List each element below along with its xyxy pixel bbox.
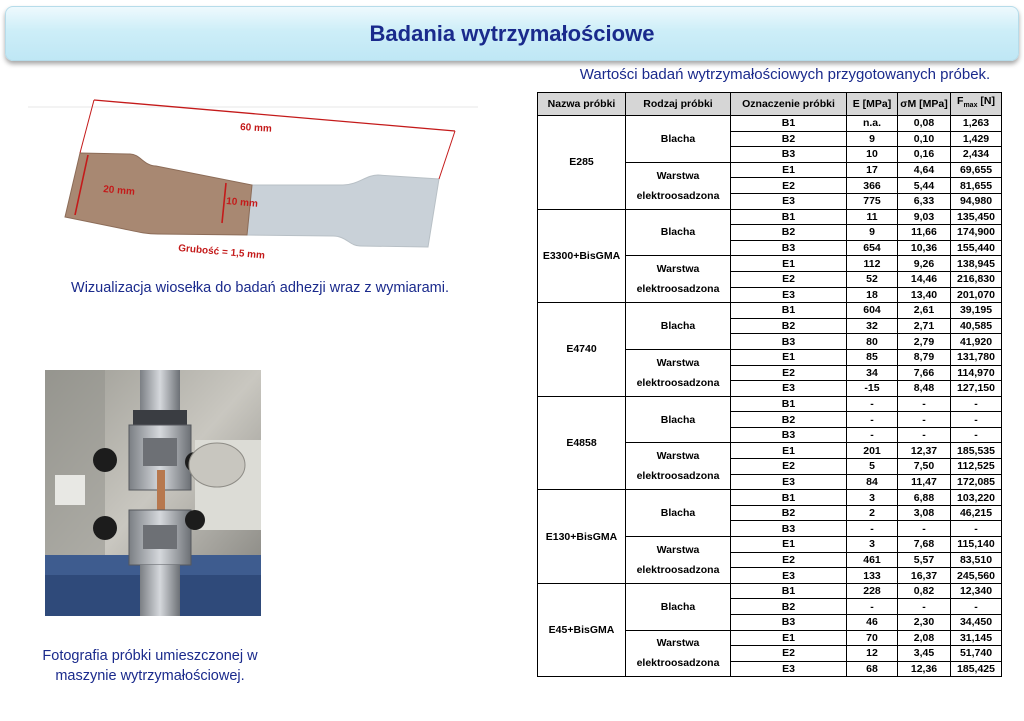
e-cell: -: [847, 412, 898, 428]
sample-name-cell: E3300+BisGMA: [538, 209, 626, 303]
e-cell: 70: [847, 630, 898, 646]
sample-name-cell: E45+BisGMA: [538, 583, 626, 677]
sigma-cell: 2,08: [898, 630, 951, 646]
code-cell: B2: [731, 599, 847, 615]
sample-type-cell: Blacha: [626, 490, 731, 537]
sample-type-line2: elektroosadzona: [636, 657, 720, 670]
code-cell: E3: [731, 381, 847, 397]
sigma-cell: 12,36: [898, 661, 951, 677]
specimen-brown-part: [65, 153, 252, 235]
fmax-cell: 51,740: [951, 646, 1002, 662]
neck-label: 10 mm: [225, 196, 259, 210]
header-e: E [MPa]: [847, 93, 898, 116]
sigma-cell: 12,37: [898, 443, 951, 459]
sigma-cell: 0,10: [898, 131, 951, 147]
sample-type-cell: Blacha: [626, 209, 731, 256]
fmax-cell: -: [951, 599, 1002, 615]
sample-name-cell: E4740: [538, 303, 626, 397]
code-cell: E2: [731, 646, 847, 662]
header-type: Rodzaj próbki: [626, 93, 731, 116]
code-cell: E3: [731, 568, 847, 584]
fmax-cell: 127,150: [951, 381, 1002, 397]
sigma-cell: 9,26: [898, 256, 951, 272]
sigma-cell: 11,66: [898, 225, 951, 241]
code-cell: B2: [731, 225, 847, 241]
sigma-cell: 3,45: [898, 646, 951, 662]
code-cell: B3: [731, 615, 847, 631]
sample-name-cell: E285: [538, 116, 626, 210]
e-cell: 3: [847, 537, 898, 553]
code-cell: E1: [731, 349, 847, 365]
code-cell: B3: [731, 147, 847, 163]
sample-type-cell: Blacha: [626, 396, 731, 443]
e-cell: 84: [847, 474, 898, 490]
sample-type-cell: Blacha: [626, 116, 731, 163]
code-cell: B2: [731, 318, 847, 334]
sigma-cell: 2,79: [898, 334, 951, 350]
code-cell: B2: [731, 412, 847, 428]
table-row: [538, 116, 1002, 132]
sigma-cell: 6,88: [898, 490, 951, 506]
fmax-cell: -: [951, 427, 1002, 443]
sigma-cell: 14,46: [898, 271, 951, 287]
code-cell: B1: [731, 209, 847, 225]
e-cell: 775: [847, 193, 898, 209]
code-cell: B1: [731, 116, 847, 132]
sigma-cell: 0,08: [898, 116, 951, 132]
sample-type-line1: Warstwa: [656, 169, 700, 182]
e-cell: -: [847, 427, 898, 443]
e-cell: 201: [847, 443, 898, 459]
sigma-cell: 11,47: [898, 474, 951, 490]
sample-type-cell: Blacha: [626, 303, 731, 350]
code-cell: B3: [731, 334, 847, 350]
fmax-cell: 12,340: [951, 583, 1002, 599]
e-cell: 10: [847, 147, 898, 163]
sample-type-cell: [626, 349, 731, 396]
code-cell: B1: [731, 583, 847, 599]
header-sigma: σM [MPa]: [898, 93, 951, 116]
fmax-cell: 185,535: [951, 443, 1002, 459]
sigma-cell: 2,30: [898, 615, 951, 631]
sigma-cell: 6,33: [898, 193, 951, 209]
fmax-cell: 41,920: [951, 334, 1002, 350]
fmax-cell: 46,215: [951, 505, 1002, 521]
e-cell: 133: [847, 568, 898, 584]
sample-type-cell: [626, 162, 731, 209]
fmax-cell: 131,780: [951, 349, 1002, 365]
fmax-cell: 216,830: [951, 271, 1002, 287]
sigma-cell: 4,64: [898, 162, 951, 178]
e-cell: 18: [847, 287, 898, 303]
specimen-drawing: [28, 95, 478, 270]
e-cell: 34: [847, 365, 898, 381]
fmax-cell: 174,900: [951, 225, 1002, 241]
sigma-cell: 9,03: [898, 209, 951, 225]
sigma-cell: -: [898, 396, 951, 412]
machine-photo: [45, 370, 261, 616]
code-cell: E3: [731, 193, 847, 209]
sigma-cell: 5,57: [898, 552, 951, 568]
table-row: [538, 490, 1002, 506]
e-cell: -: [847, 521, 898, 537]
code-cell: B3: [731, 427, 847, 443]
fmax-cell: 201,070: [951, 287, 1002, 303]
e-cell: 12: [847, 646, 898, 662]
fmax-cell: -: [951, 396, 1002, 412]
header-f-sub: max: [963, 102, 978, 110]
sample-type-line1: Warstwa: [656, 263, 700, 276]
header-fmax: [951, 93, 1002, 116]
photo-caption: Fotografia próbki umieszczonej w maszynie wytrzymałościowej.: [42, 648, 258, 684]
code-cell: E2: [731, 552, 847, 568]
fmax-cell: 1,263: [951, 116, 1002, 132]
sample-type-cell: [626, 630, 731, 677]
page-title: Badania wytrzymałościowe: [369, 20, 655, 46]
code-cell: B3: [731, 521, 847, 537]
sigma-cell: 2,61: [898, 303, 951, 319]
code-cell: E1: [731, 537, 847, 553]
sample-type-line1: Warstwa: [656, 356, 700, 369]
fmax-cell: 112,525: [951, 459, 1002, 475]
fmax-cell: -: [951, 521, 1002, 537]
sigma-cell: 16,37: [898, 568, 951, 584]
code-cell: B1: [731, 490, 847, 506]
sample-type-line1: Warstwa: [656, 543, 700, 556]
fmax-cell: 2,434: [951, 147, 1002, 163]
sigma-cell: 5,44: [898, 178, 951, 194]
e-cell: -: [847, 599, 898, 615]
e-cell: n.a.: [847, 116, 898, 132]
table-row: [538, 303, 1002, 319]
e-cell: 32: [847, 318, 898, 334]
sample-type-line2: elektroosadzona: [636, 376, 720, 389]
fmax-cell: 103,220: [951, 490, 1002, 506]
e-cell: 80: [847, 334, 898, 350]
code-cell: B1: [731, 396, 847, 412]
specimen-caption: Wizualizacja wiosełka do badań adhezji wraz z wymiarami.: [71, 280, 449, 296]
sigma-cell: 0,82: [898, 583, 951, 599]
sigma-cell: 13,40: [898, 287, 951, 303]
fmax-cell: 172,085: [951, 474, 1002, 490]
e-cell: 2: [847, 505, 898, 521]
code-cell: E3: [731, 661, 847, 677]
sigma-cell: 7,68: [898, 537, 951, 553]
fmax-cell: 39,195: [951, 303, 1002, 319]
fmax-cell: 94,980: [951, 193, 1002, 209]
code-cell: E2: [731, 178, 847, 194]
header-f-unit: [N]: [977, 95, 995, 108]
sigma-cell: -: [898, 427, 951, 443]
code-cell: E1: [731, 162, 847, 178]
e-cell: 9: [847, 131, 898, 147]
fmax-cell: 34,450: [951, 615, 1002, 631]
results-table: [537, 92, 1002, 677]
code-cell: E3: [731, 474, 847, 490]
width-label: 20 mm: [102, 184, 136, 198]
code-cell: E1: [731, 256, 847, 272]
e-cell: -: [847, 396, 898, 412]
sample-name-cell: E4858: [538, 396, 626, 490]
code-cell: E2: [731, 459, 847, 475]
sigma-cell: -: [898, 599, 951, 615]
sigma-cell: 7,66: [898, 365, 951, 381]
fmax-cell: 83,510: [951, 552, 1002, 568]
code-cell: B3: [731, 240, 847, 256]
results-table-body: [538, 116, 1002, 677]
code-cell: B2: [731, 505, 847, 521]
e-cell: -15: [847, 381, 898, 397]
e-cell: 17: [847, 162, 898, 178]
e-cell: 9: [847, 225, 898, 241]
e-cell: 112: [847, 256, 898, 272]
title-banner: [5, 6, 1019, 61]
e-cell: 461: [847, 552, 898, 568]
sigma-cell: -: [898, 412, 951, 428]
fmax-cell: 81,655: [951, 178, 1002, 194]
e-cell: 366: [847, 178, 898, 194]
code-cell: B1: [731, 303, 847, 319]
sample-type-line1: Warstwa: [656, 637, 700, 650]
table-row: [538, 583, 1002, 599]
sigma-cell: 3,08: [898, 505, 951, 521]
e-cell: 46: [847, 615, 898, 631]
fmax-cell: 1,429: [951, 131, 1002, 147]
fmax-cell: 114,970: [951, 365, 1002, 381]
e-cell: 85: [847, 349, 898, 365]
code-cell: E2: [731, 271, 847, 287]
sigma-cell: 2,71: [898, 318, 951, 334]
fmax-cell: 115,140: [951, 537, 1002, 553]
fmax-cell: 40,585: [951, 318, 1002, 334]
sigma-cell: 7,50: [898, 459, 951, 475]
fmax-cell: 31,145: [951, 630, 1002, 646]
sample-type-cell: Blacha: [626, 583, 731, 630]
sample-type-line2: elektroosadzona: [636, 470, 720, 483]
sigma-cell: 8,79: [898, 349, 951, 365]
sample-type-line2: elektroosadzona: [636, 283, 720, 296]
code-cell: E1: [731, 630, 847, 646]
header-code: Oznaczenie próbki: [731, 93, 847, 116]
header-name: Nazwa próbki: [538, 93, 626, 116]
code-cell: E3: [731, 287, 847, 303]
fmax-cell: 135,450: [951, 209, 1002, 225]
e-cell: 68: [847, 661, 898, 677]
e-cell: 52: [847, 271, 898, 287]
fmax-cell: 185,425: [951, 661, 1002, 677]
fmax-cell: 138,945: [951, 256, 1002, 272]
sample-type-cell: [626, 443, 731, 490]
sigma-cell: -: [898, 521, 951, 537]
sample-type-line2: elektroosadzona: [636, 189, 720, 202]
sample-name-cell: E130+BisGMA: [538, 490, 626, 584]
sigma-cell: 10,36: [898, 240, 951, 256]
table-row: [538, 396, 1002, 412]
e-cell: 5: [847, 459, 898, 475]
fmax-cell: 69,655: [951, 162, 1002, 178]
length-label: 60 mm: [239, 122, 273, 135]
specimen-gray-part: [247, 175, 439, 247]
e-cell: 604: [847, 303, 898, 319]
code-cell: E1: [731, 443, 847, 459]
code-cell: E2: [731, 365, 847, 381]
sigma-cell: 0,16: [898, 147, 951, 163]
e-cell: 3: [847, 490, 898, 506]
code-cell: B2: [731, 131, 847, 147]
thickness-label: Grubość = 1,5 mm: [177, 243, 266, 262]
sample-type-line2: elektroosadzona: [636, 563, 720, 576]
fmax-cell: -: [951, 412, 1002, 428]
e-cell: 11: [847, 209, 898, 225]
table-row: [538, 209, 1002, 225]
sigma-cell: 8,48: [898, 381, 951, 397]
header-f-main: F: [957, 95, 964, 108]
sample-type-cell: [626, 256, 731, 303]
fmax-cell: 245,560: [951, 568, 1002, 584]
fmax-cell: 155,440: [951, 240, 1002, 256]
sample-type-cell: [626, 537, 731, 584]
e-cell: 654: [847, 240, 898, 256]
sample-type-line1: Warstwa: [656, 450, 700, 463]
table-caption: Wartości badań wytrzymałościowych przygotowanych próbek.: [579, 66, 991, 83]
e-cell: 228: [847, 583, 898, 599]
